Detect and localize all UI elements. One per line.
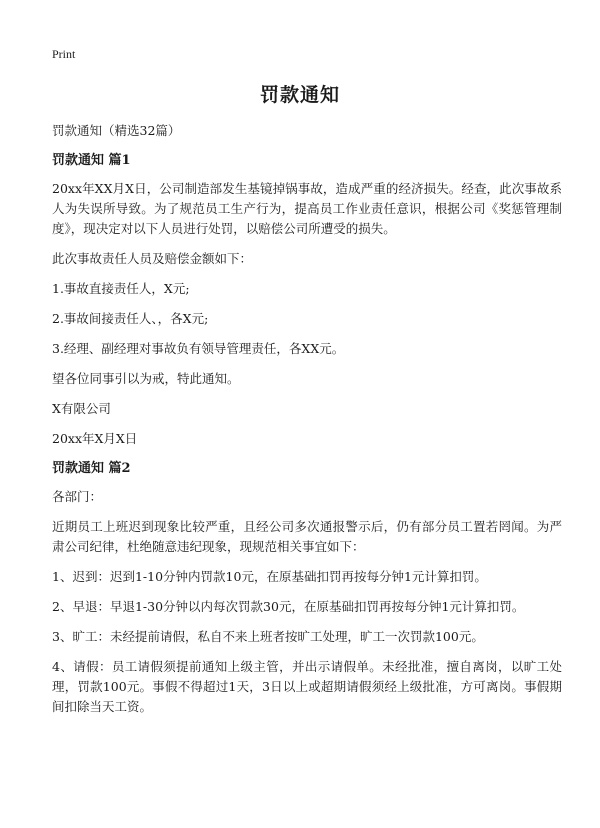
section-1-paragraph-1: 20xx年XX月X日，公司制造部发生基镜掉锅事故，造成严重的经济损失。经查，此次事故系人为失误所导致。为了规范员工生产行为，提高员工作业责任意识，根据公司《奖惩管理制度》，现决定对以下人员进行处罚，以赔偿公司所遭受的损失。 — [52, 181, 562, 236]
document-body — [52, 121, 562, 727]
section-1-paragraph-2: 此次事故责任人员及赔偿金额如下： — [52, 251, 253, 266]
document-subtitle: 罚款通知（精选32篇） — [52, 123, 181, 138]
section-1-item-1: 1.事故直接责任人，X元; — [52, 281, 190, 296]
section-2-heading: 罚款通知 篇2 — [52, 461, 131, 476]
section-1-item-2: 2.事故间接责任人、，各X元; — [52, 311, 209, 326]
section-2-item-3: 3、旷工：未经提前请假，私自不来上班者按旷工处理，旷工一次罚款100元。 — [52, 629, 484, 644]
print-link[interactable]: Print — [52, 47, 76, 61]
section-2-greeting: 各部门： — [52, 489, 103, 504]
section-1-heading: 罚款通知 篇1 — [52, 153, 131, 168]
page-title: 罚款通知 — [259, 84, 340, 106]
section-1-date: 20xx年X月X日 — [52, 431, 138, 446]
section-2-item-1: 1、迟到：迟到1-10分钟内罚款10元，在原基础扣罚再按每分钟1元计算扣罚。 — [52, 569, 487, 584]
section-2-paragraph-1: 近期员工上班迟到现象比较严重，且经公司多次通报警示后，仍有部分员工置若罔闻。为严肃公司纪律，杜绝随意违纪现象，现规范相关事宜如下： — [52, 519, 562, 554]
section-1-item-3: 3.经理、副经理对事故负有领导管理责任，各XX元。 — [52, 341, 345, 356]
section-2-item-4: 4、请假：员工请假须提前通知上级主管，并出示请假单。未经批准，擅自离岗，以旷工处理，罚款100元。事假不得超过1天，3日以上或超期请假须经上级批准，方可离岗。事假期间扣除当天工资。 — [52, 659, 562, 714]
section-1-company: X有限公司 — [52, 401, 111, 416]
section-2-item-2: 2、早退：早退1-30分钟以内每次罚款30元，在原基础扣罚再按每分钟1元计算扣罚。 — [52, 599, 525, 614]
section-1-closing: 望各位同事引以为戒，特此通知。 — [52, 371, 240, 386]
